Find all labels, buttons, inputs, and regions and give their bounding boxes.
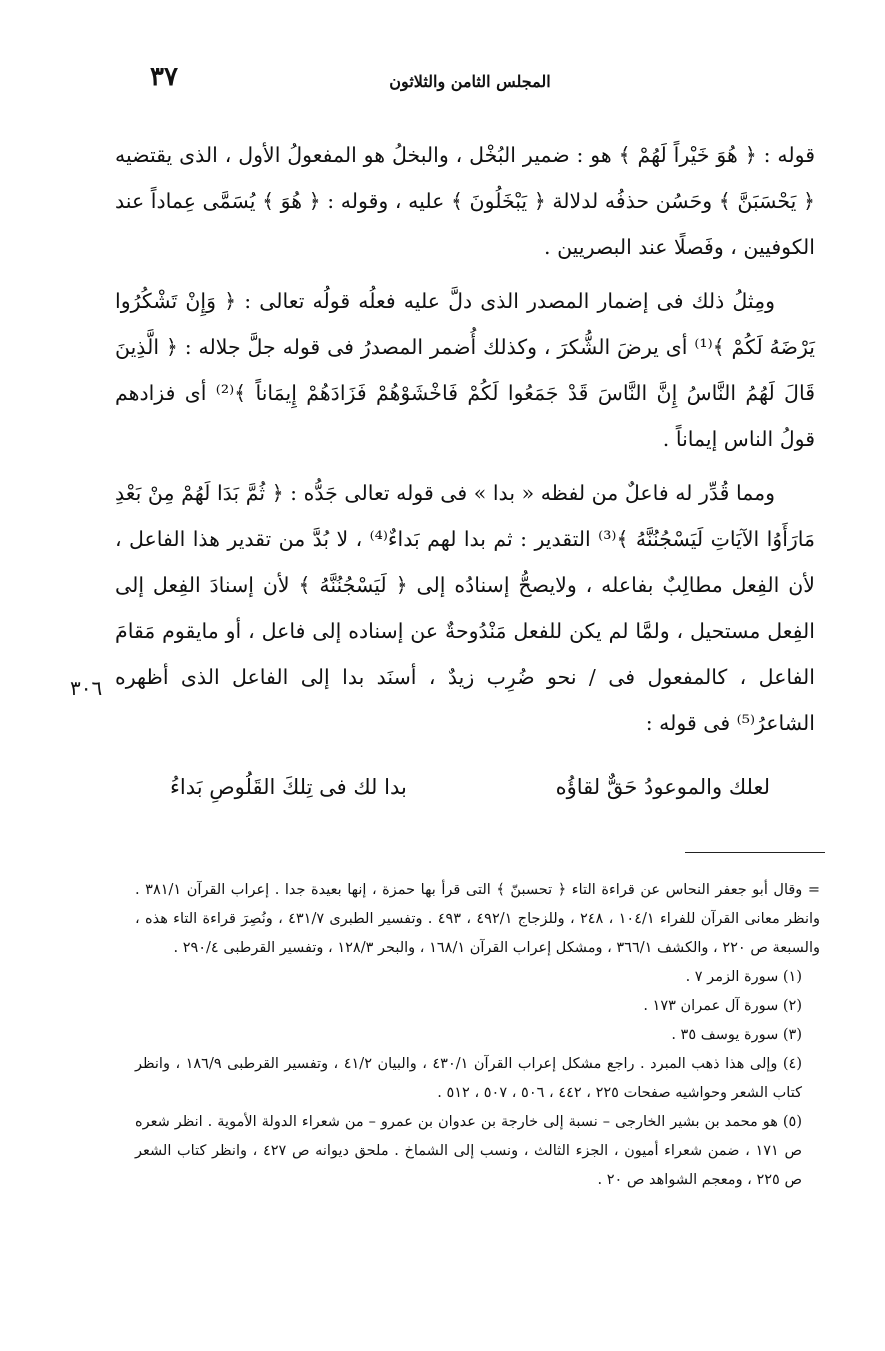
footnotes [135, 876, 820, 1195]
footnote-separator [685, 852, 825, 853]
poetry-verse [170, 775, 770, 815]
paragraph-1: قوله : ﴿ هُوَ خَيْراً لَهُمْ ﴾ هو : ضمير البُخْل ، والبخلُ هو المفعولُ الأول ، الذى يقتضيه ﴿ يَحْسَبَنَّ ﴾ وحَسُن حذفُه لدلالة ﴿ يَبْخَلُونَ ﴾ عليه ، وقوله : ﴿ هُوَ ﴾ يُسَمَّى عِماداً عند الكوفيين ، وفَصلًا عند البصريين . [115, 143, 815, 259]
running-title: المجلس الثامن والثلاثون [389, 72, 551, 91]
verse-second-hemistich: بدا لك فى تِلكَ القَلُوصِ بَداءُ [170, 775, 407, 799]
paragraph-3: ومما قُدِّر له فاعلٌ من لفظه « بدا » فى قوله تعالى جَدُّه : ﴿ ثُمَّ بَدَا لَهُمْ مِنْ بَعْدِ مَارَأَوُا الآيَاتِ لَيَسْجُنُنَّهُ ﴾⁽³⁾ التقدير : ثم بدا لهم بَداءٌ⁽⁴⁾ ، لا بُدَّ من تقدير هذا الفاعل ، لأن الفِعل مطالِبٌ بفاعله ، ولايصحُّ إسنادُه إلى ﴿ لَيَسْجُنُنَّهُ ﴾ لأن إسنادَ الفِعل إلى الفِعل مستحيل ، ولمَّا لم يكن للفعل مَنْدُوحةٌ عن إسناده إلى فاعل ، أو مايقوم مَقامَ الفاعل ، كالمفعول فى / نحو ضُرِب زيدٌ ، أسنَد بدا إلى الفاعل الذى أظهره الشاعرُ⁽⁵⁾ فى قوله : [115, 481, 816, 735]
margin-page-reference: ٣٠٦ [70, 676, 103, 700]
paragraph-2: ومِثلُ ذلك فى إضمار المصدر الذى دلَّ عليه فعلُه قولُه تعالى : ﴿ وَإِنْ تَشْكُرُوا يَرْضَهُ لَكُمْ ﴾⁽¹⁾ أى يرضَ الشُّكرَ ، وكذلك أُضمر المصدرُ فى قوله جلَّ جلاله : ﴿ الَّذِينَ قَالَ لَهُمُ النَّاسُ إِنَّ النَّاسَ قَدْ جَمَعُوا لَكُمْ فَاخْشَوْهُمْ فَزَادَهُمْ إِيمَاناً ﴾⁽²⁾ أى فزادهم قولُ الناس إيماناً . [115, 289, 815, 451]
main-text [115, 132, 815, 754]
footnote-3: (٣) سورة يوسف ٣٥ . [671, 1027, 802, 1043]
footnote-4: (٤) وإلى هذا ذهب المبرد . راجع مشكل إعراب القرآن ٤٣٠/١ ، والبيان ٤١/٢ ، وتفسير القرطبى ١٨٦/٩ ، وانظر كتاب الشعر وحواشيه صفحات ٢٢٥ ، ٤٤٢ ، ٥٠٦ ، ٥٠٧ ، ٥١٢ . [135, 1056, 802, 1101]
footnote-2: (٢) سورة آل عمران ١٧٣ . [643, 998, 802, 1014]
footnote-continuation: = وقال أبو جعفر النحاس عن قراءة التاء ﴿ تحسبنّ ﴾ التى قرأ بها حمزة ، إنها بعيدة جدا . إعراب القرآن ٣٨١/١ . وانظر معانى القرآن للفراء ١٠٤/١ ، ٢٤٨ ، وللزجاج ٤٩٢/١ ، ٤٩٣ . وتفسير الطبرى ٤٣١/٧ ، ونُصِرَ قراءة التاء هذه ، والسبعة ص ٢٢٠ ، والكشف ٣٦٦/١ ، ومشكل إعراب القرآن ١٦٨/١ ، والبحر ١٢٨/٣ ، وتفسير القرطبى ٢٩٠/٤ . [135, 882, 821, 956]
verse-first-hemistich: لعلك والموعودُ حَقٌّ لقاؤُه [555, 775, 770, 799]
footnote-1: (١) سورة الزمر ٧ . [685, 969, 802, 985]
page-number: ٣٧ [150, 62, 178, 92]
footnote-5: (٥) هو محمد بن بشير الخارجى – نسبة إلى خارجة بن عدوان بن عمرو – من شعراء الدولة الأموية . انظر شعره ص ١٧١ ، ضمن شعراء أميون ، الجزء الثالث ، ونسب إلى الشماخ . ملحق ديوانه ص ٤٢٧ ، وانظر كتاب الشعر ص ٢٢٥ ، ومعجم الشواهد ص ٢٠ . [135, 1114, 803, 1188]
